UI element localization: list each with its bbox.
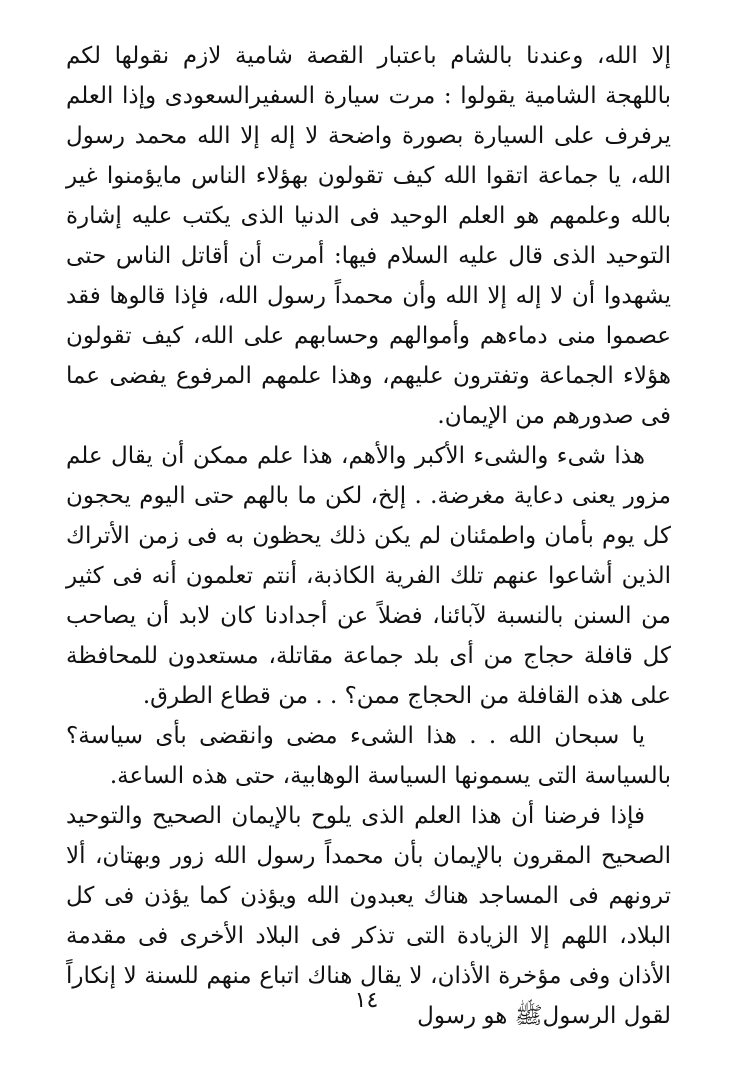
paragraph-3: يا سبحان الله . . هذا الشىء مضى وانقضى بأى سياسة؟ بالسياسة التى يسمونها السياسة الوهابية، حتى هذه الساعة. [66, 723, 671, 789]
page-number: ١٤ [354, 988, 379, 1013]
paragraph-2: هذا شىء والشىء الأكبر والأهم، هذا علم ممكن أن يقال علم مزور يعنى دعاية مغرضة. . إلخ، لكن ما بالهم حتى اليوم يحجون كل يوم بأمان واطمئنان لم يكن ذلك يحظون به فى زمن الأتراك الذين أشاعوا عنهم تلك الفرية الكاذبة، أنتم تعلمون أنه فى كثير من السنن بالنسبة لآبائنا، فضلاً عن أجدادنا كان لابد أن يصاحب كل قافلة حجاج من أى بلد جماعة مقاتلة، مستعدون للمحافظة على هذه القافلة من الحجاج ممن؟ . . من قطاع الطرق. [66, 443, 671, 709]
paragraph-1: إلا الله، وعندنا بالشام باعتبار القصة شامية لازم نقولها لكم باللهجة الشامية يقولوا : مرت سيارة السفيرالسعودى وإذا العلم يرفرف على السيارة بصورة واضحة لا إله إلا الله محمد رسول الله، يا جماعة اتقوا الله كيف تقولون بهؤلاء الناس مايؤمنوا غير بالله وعلمهم هو العلم الوحيد فى الدنيا الذى يكتب عليه إشارة التوحيد الذى قال عليه السلام فيها: أمرت أن أقاتل الناس حتى يشهدوا أن لا إله إلا الله وأن محمداً رسول الله، فإذا قالوها فقد عصموا منى دماءهم وأموالهم وحسابهم على الله، كيف تقولون هؤلاء الجماعة وتفترون عليهم، وهذا علمهم المرفوع يفضى عما فى صدورهم من الإيمان. [66, 43, 671, 429]
paragraph-4: فإذا فرضنا أن هذا العلم الذى يلوح بالإيمان الصحيح والتوحيد الصحيح المقرون بالإيمان بأن محمداً رسول الله زور وبهتان، ألا ترونهم فى المساجد هناك يعبدون الله ويؤذن كما يؤذن فى كل البلاد، اللهم إلا الزيادة التى تذكر فى البلاد الأخرى فى مقدمة الأذان وفى مؤخرة الأذان، لا يقال هناك اتباع منهم للسنة لا إنكاراً لقول الرسولﷺ هو رسول [66, 803, 671, 1029]
